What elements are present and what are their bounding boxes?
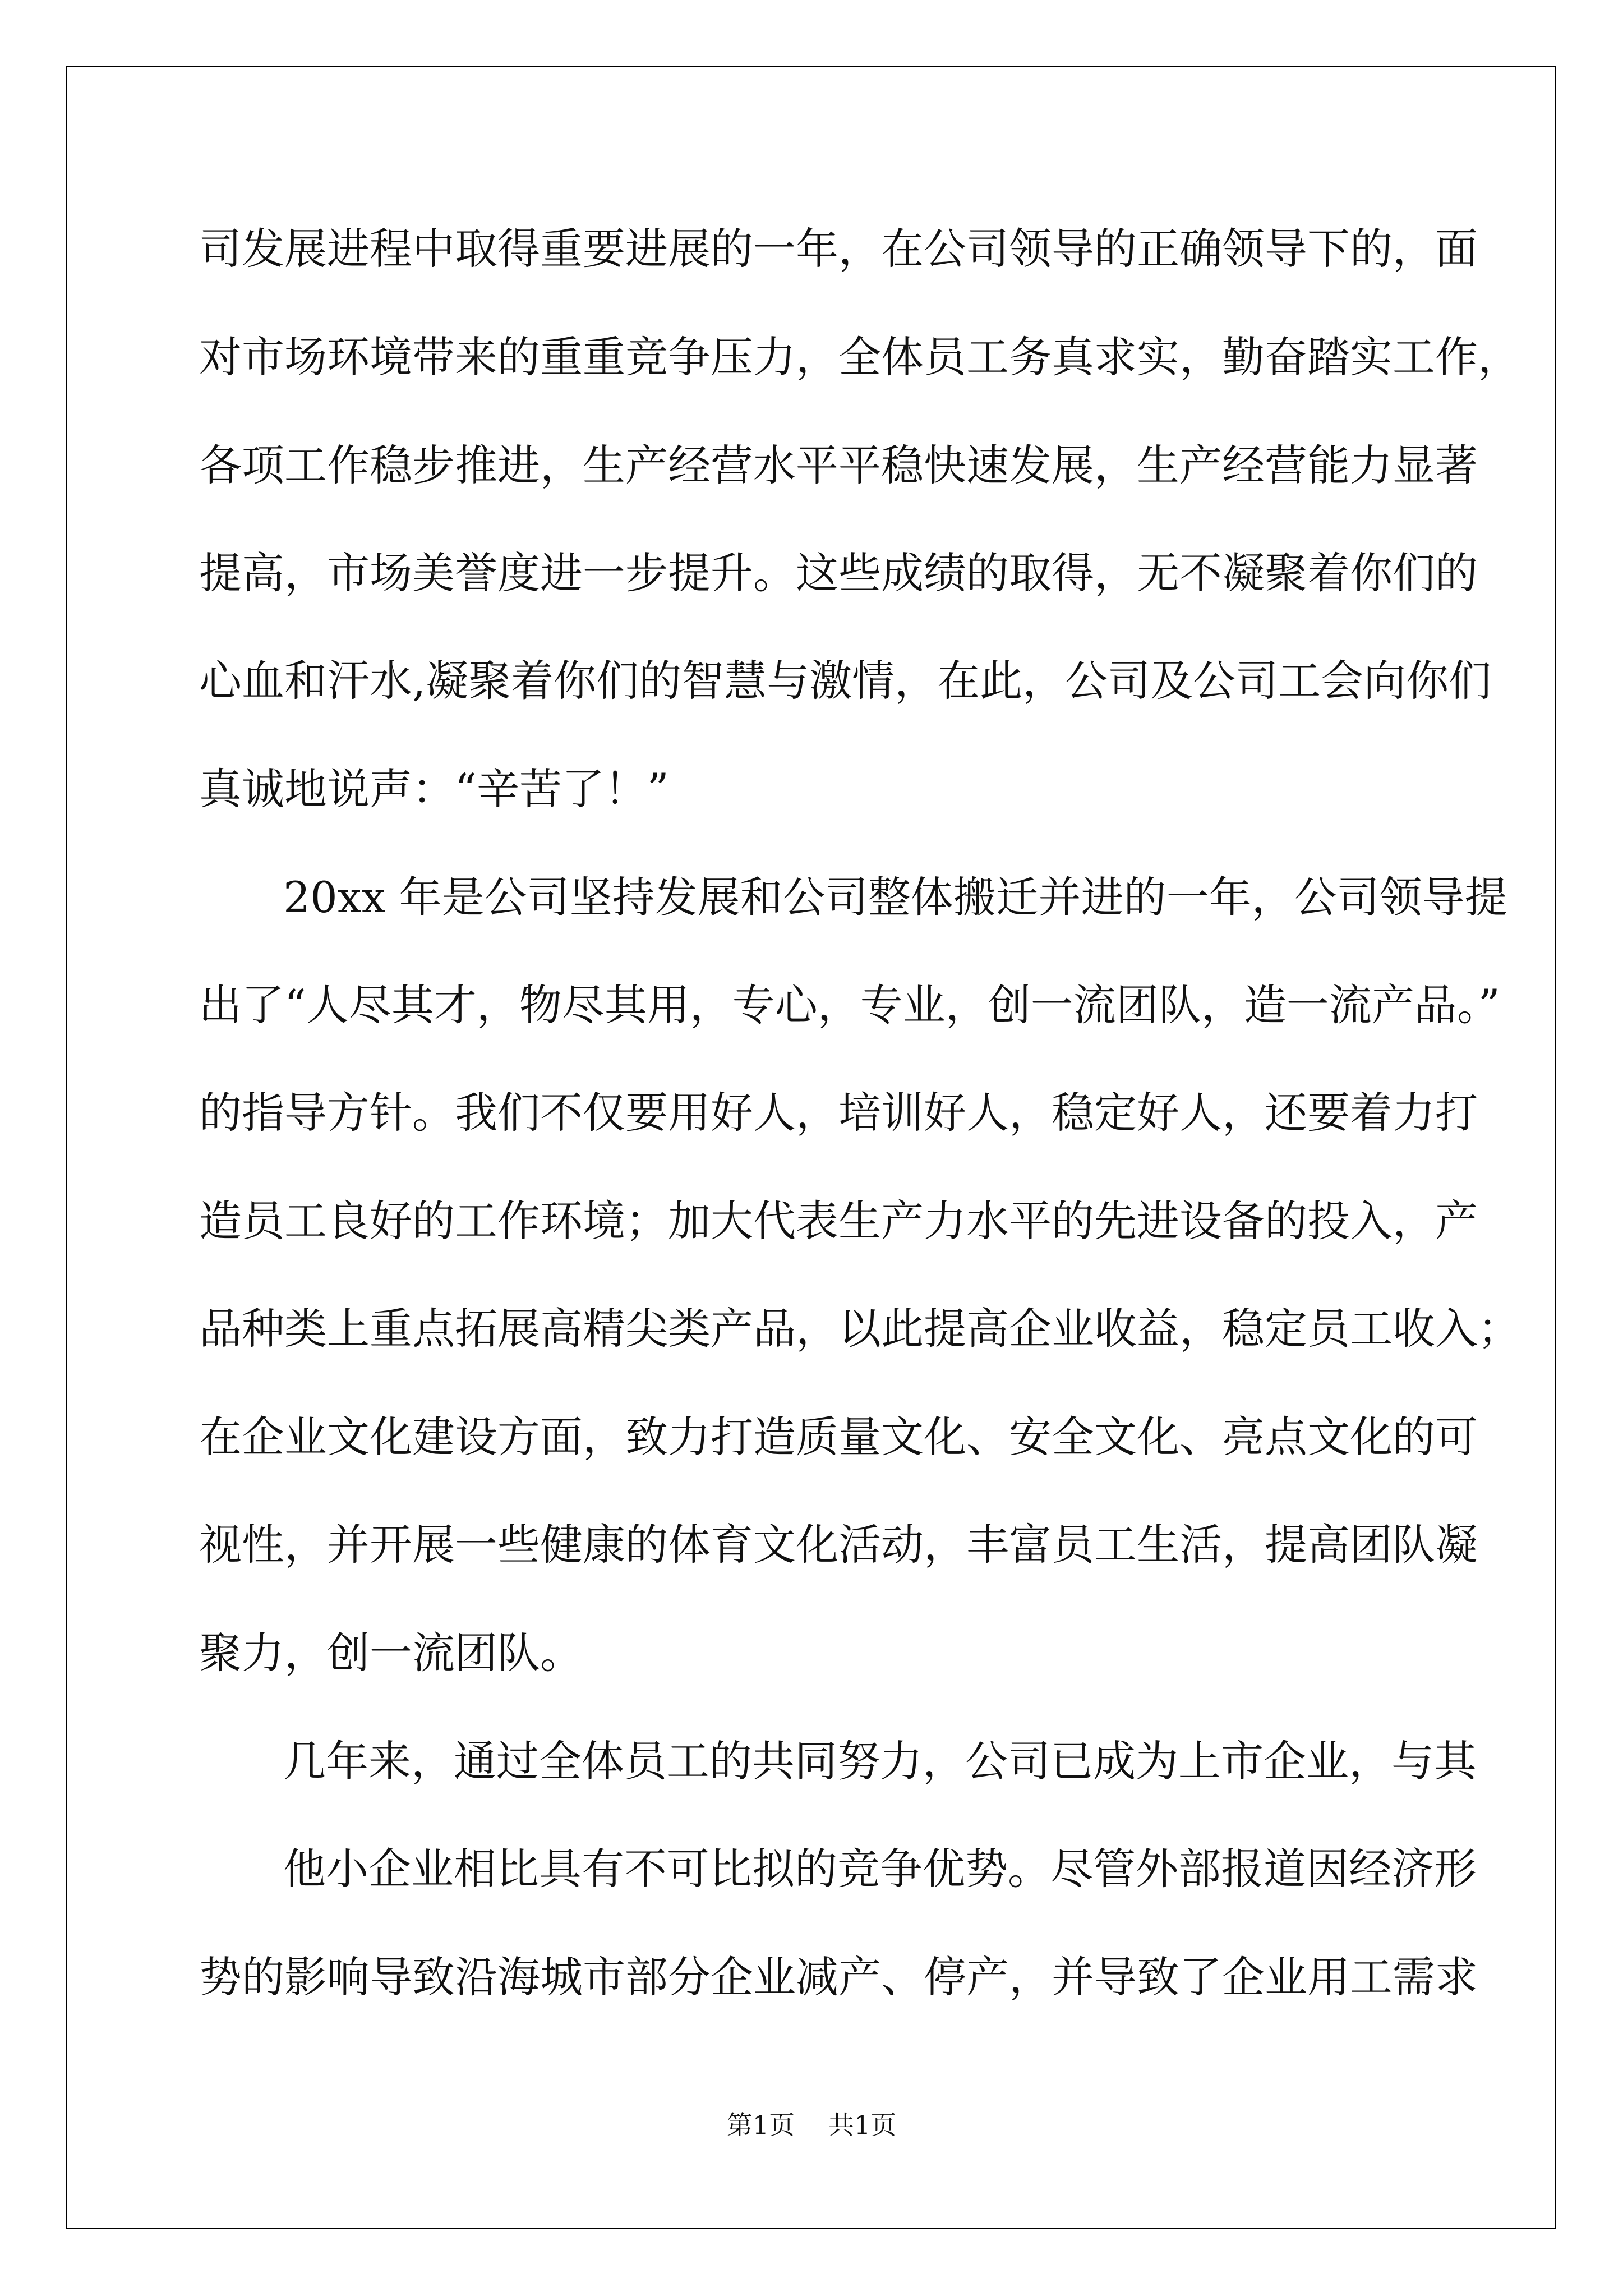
text-line: 的指导方针。我们不仅要用好人，培训好人，稳定好人，还要着力打 (199, 1088, 1478, 1138)
text-line: 真诚地说声：“辛苦了！” (199, 764, 669, 814)
text-line: 势的影响导致沿海城市部分企业减产、停产，并导致了企业用工需求 (199, 1952, 1478, 2002)
text-line: 心血和汗水,凝聚着你们的智慧与激情，在此，公司及公司工会向你们 (199, 656, 1492, 706)
text-line: 他小企业相比具有不可比拟的竞争优势。尽管外部报道因经济形 (283, 1844, 1477, 1894)
text-line: 视性，并开展一些健康的体育文化活动，丰富员工生活，提高团队凝 (199, 1520, 1478, 1570)
page-number: 第1页 (726, 2110, 795, 2140)
text-line: 造员工良好的工作环境；加大代表生产力水平的先进设备的投入，产 (199, 1196, 1478, 1246)
text-line: 提高，市场美誉度进一步提升。这些成绩的取得，无不凝聚着你们的 (199, 548, 1478, 598)
page-total: 共1页 (828, 2110, 897, 2140)
text-line: 对市场环境带来的重重竞争压力，全体员工务真求实，勤奋踏实工作， (199, 332, 1520, 382)
text-line: 品种类上重点拓展高精尖类产品，以此提高企业收益，稳定员工收入； (199, 1304, 1520, 1354)
paragraph-first-line: 20xx 年是公司坚持发展和公司整体搬迁并进的一年，公司领导提 (283, 872, 1507, 922)
paragraph-first-line: 几年来，通过全体员工的共同努力，公司已成为上市企业，与其 (283, 1736, 1477, 1786)
page-footer (0, 2108, 1623, 2142)
text-line: 在企业文化建设方面，致力打造质量文化、安全文化、亮点文化的可 (199, 1412, 1478, 1462)
text-line: 聚力，创一流团队。 (199, 1628, 583, 1678)
text-line: 司发展进程中取得重要进展的一年，在公司领导的正确领导下的，面 (199, 224, 1478, 274)
text-line: 各项工作稳步推进，生产经营水平平稳快速发展，生产经营能力显著 (199, 440, 1478, 490)
text-line: 出了“人尽其才，物尽其用，专心，专业，创一流团队，造一流产品。” (199, 980, 1500, 1030)
